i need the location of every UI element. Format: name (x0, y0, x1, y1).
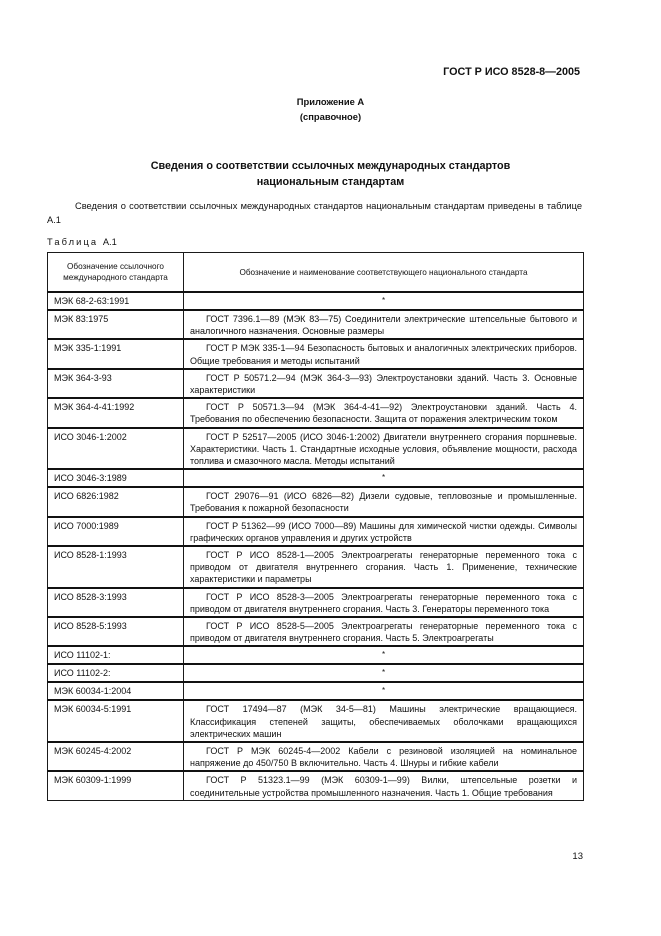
national-standard-description: ГОСТ Р ИСО 8528-3—2005 Электроагрегаты генераторные переменного тока с приводом от двигателя внутреннего сгорания. Часть 3. Генераторы переменного тока (184, 588, 584, 617)
no-national-equivalent-mark: * (184, 664, 584, 682)
table-row (48, 742, 584, 771)
standard-number-header: ГОСТ Р ИСО 8528-8—2005 (443, 66, 580, 78)
section-title-line-1: Сведения о соответствии ссылочных международных стандартов (150, 160, 511, 172)
intro-paragraph: Сведения о соответствии ссылочных международных стандартов национальным стандартам приведены в таблице А.1 (47, 201, 582, 225)
section-title (0, 158, 661, 190)
table-row (48, 369, 584, 398)
national-standard-description: ГОСТ Р ИСО 8528-1—2005 Электроагрегаты генераторные переменного тока с приводом от двигателя внутреннего сгорания. Часть 1. Применение, технические характеристики и параметры (184, 546, 584, 588)
international-standard-code: МЭК 60034-1:2004 (48, 682, 184, 700)
international-standard-code: МЭК 60309-1:1999 (48, 771, 184, 800)
international-standard-code: ИСО 8528-5:1993 (48, 617, 184, 646)
section-title-line-2: национальным стандартам (256, 176, 405, 188)
national-standard-description: ГОСТ 17494—87 (МЭК 34-5—81) Машины электрические вращающиеся. Классификация степеней защиты, обеспечиваемых оболочками вращающихся электрических машин (184, 700, 584, 742)
table-row (48, 487, 584, 516)
table-row (48, 339, 584, 368)
table-row (48, 469, 584, 487)
national-standard-description: ГОСТ 29076—91 (ИСО 6826—82) Дизели судовые, тепловозные и промышленные. Требования к пожарной безопасности (184, 487, 584, 516)
table-row (48, 617, 584, 646)
table-row (48, 428, 584, 470)
table-row (48, 546, 584, 588)
table-caption-word: Таблица (47, 237, 99, 247)
international-standard-code: ИСО 3046-3:1989 (48, 469, 184, 487)
table-row (48, 588, 584, 617)
page-number: 13 (572, 851, 583, 862)
appendix-title: Приложение А (296, 96, 365, 107)
national-standard-description: ГОСТ Р ИСО 8528-5—2005 Электроагрегаты генераторные переменного тока с приводом от двигателя внутреннего сгорания. Часть 5. Электроагрегаты (184, 617, 584, 646)
no-national-equivalent-mark: * (184, 646, 584, 664)
table-header-row (48, 253, 584, 293)
international-standard-code: МЭК 364-4-41:1992 (48, 398, 184, 427)
international-standard-code: ИСО 8528-3:1993 (48, 588, 184, 617)
international-standard-code: ИСО 6826:1982 (48, 487, 184, 516)
international-standard-code: ИСО 3046-1:2002 (48, 428, 184, 470)
international-standard-code: ИСО 11102-1: (48, 646, 184, 664)
column-header-national: Обозначение и наименование соответствующего национального стандарта (184, 253, 584, 293)
standards-correspondence-table (47, 252, 584, 801)
table-row (48, 682, 584, 700)
international-standard-code: ИСО 8528-1:1993 (48, 546, 184, 588)
national-standard-description: ГОСТ Р 50571.2—94 (МЭК 364-3—93) Электроустановки зданий. Часть 3. Основные характеристики (184, 369, 584, 398)
international-standard-code: МЭК 83:1975 (48, 310, 184, 339)
no-national-equivalent-mark: * (184, 292, 584, 310)
no-national-equivalent-mark: * (184, 682, 584, 700)
appendix-heading (0, 94, 661, 124)
column-header-international: Обозначение ссылочного международного стандарта (48, 253, 184, 293)
no-national-equivalent-mark: * (184, 469, 584, 487)
international-standard-code: МЭК 68-2-63:1991 (48, 292, 184, 310)
national-standard-description: ГОСТ Р 50571.3—94 (МЭК 364-4-41—92) Электроустановки зданий. Часть 4. Требования по обеспечению безопасности. Защита от поражения электрическим током (184, 398, 584, 427)
national-standard-description: ГОСТ Р 51323.1—99 (МЭК 60309-1—99) Вилки, штепсельные розетки и соединительные устройства промышленного назначения. Часть 1. Общие требования (184, 771, 584, 800)
international-standard-code: МЭК 364-3-93 (48, 369, 184, 398)
table-body (48, 292, 584, 800)
table-row (48, 771, 584, 800)
table-caption-number: А.1 (102, 237, 117, 247)
international-standard-code: МЭК 335-1:1991 (48, 339, 184, 368)
international-standard-code: ИСО 11102-2: (48, 664, 184, 682)
table-row (48, 310, 584, 339)
national-standard-description: ГОСТ 7396.1—89 (МЭК 83—75) Соединители электрические штепсельные бытового и аналогичного назначения. Основные размеры (184, 310, 584, 339)
national-standard-description: ГОСТ Р МЭК 335-1—94 Безопасность бытовых и аналогичных электрических приборов. Общие требования и методы испытаний (184, 339, 584, 368)
international-standard-code: МЭК 60034-5:1991 (48, 700, 184, 742)
national-standard-description: ГОСТ Р МЭК 60245-4—2002 Кабели с резиновой изоляцией на номинальное напряжение до 450/750 В включительно. Часть 4. Шнуры и гибкие кабели (184, 742, 584, 771)
table-caption (47, 237, 117, 247)
national-standard-description: ГОСТ Р 51362—99 (ИСО 7000—89) Машины для химической чистки одежды. Символы графических органов управления и других устройств (184, 517, 584, 546)
table-row (48, 646, 584, 664)
table-row (48, 292, 584, 310)
appendix-subtitle: (справочное) (299, 111, 362, 122)
table-row (48, 517, 584, 546)
table-row (48, 398, 584, 427)
international-standard-code: ИСО 7000:1989 (48, 517, 184, 546)
table-row (48, 700, 584, 742)
table-row (48, 664, 584, 682)
international-standard-code: МЭК 60245-4:2002 (48, 742, 184, 771)
national-standard-description: ГОСТ Р 52517—2005 (ИСО 3046-1:2002) Двигатели внутреннего сгорания поршневые. Характеристики. Часть 1. Стандартные исходные условия, объявление мощности, расхода топлива и смазочного масла. Методы испытаний (184, 428, 584, 470)
